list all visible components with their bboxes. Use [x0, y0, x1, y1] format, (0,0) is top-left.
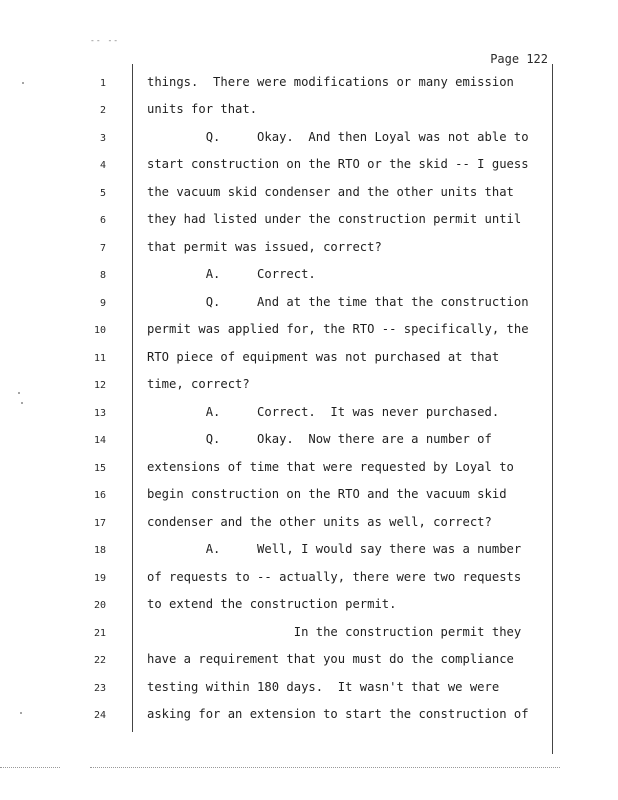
scan-speck: [20, 712, 22, 714]
line-text: asking for an extension to start the construction of: [147, 707, 529, 721]
line-text: A. Well, I would say there was a number: [147, 542, 522, 556]
line-number: 11: [93, 353, 106, 364]
scan-speck: [22, 82, 24, 84]
line-text: time, correct?: [147, 377, 250, 391]
line-number: 8: [99, 270, 106, 281]
line-text: extensions of time that were requested by Loyal to: [147, 460, 514, 474]
line-number: 15: [93, 463, 106, 474]
scan-mark: -- --: [90, 36, 120, 45]
page-number: Page 122: [490, 52, 548, 66]
line-text: start construction on the RTO or the skid -- I guess: [147, 157, 529, 171]
line-text: A. Correct.: [147, 267, 316, 281]
line-number: 14: [93, 435, 106, 446]
line-number: 24: [93, 710, 106, 721]
left-margin-rule: [132, 64, 133, 732]
line-number: 22: [93, 655, 106, 666]
line-text: In the construction permit they: [147, 625, 522, 639]
line-number: 19: [93, 573, 106, 584]
line-text: Q. And at the time that the construction: [147, 295, 529, 309]
line-number: 9: [99, 298, 106, 309]
line-number: 21: [93, 628, 106, 639]
line-text: have a requirement that you must do the compliance: [147, 652, 514, 666]
line-number: 5: [99, 188, 106, 199]
scan-dotted-edge: [0, 767, 60, 769]
line-text: to extend the construction permit.: [147, 597, 397, 611]
line-number: 6: [99, 215, 106, 226]
line-number: 7: [99, 243, 106, 254]
line-text: permit was applied for, the RTO -- specifically, the: [147, 322, 529, 336]
line-number: 16: [93, 490, 106, 501]
line-text: units for that.: [147, 102, 258, 116]
line-text: RTO piece of equipment was not purchased at that: [147, 350, 500, 364]
line-number: 20: [93, 600, 106, 611]
line-number: 4: [99, 160, 106, 171]
line-text: they had listed under the construction permit until: [147, 212, 522, 226]
line-number: 18: [93, 545, 106, 556]
line-text: the vacuum skid condenser and the other units that: [147, 185, 514, 199]
line-number: 3: [99, 133, 106, 144]
line-number: 2: [99, 105, 106, 116]
line-text: condenser and the other units as well, correct?: [147, 515, 492, 529]
line-text: testing within 180 days. It wasn't that we were: [147, 680, 500, 694]
line-number: 10: [93, 325, 106, 336]
scan-speck: [18, 392, 20, 394]
line-number: 1: [99, 78, 106, 89]
line-text: things. There were modifications or many emission: [147, 75, 514, 89]
line-text: A. Correct. It was never purchased.: [147, 405, 500, 419]
line-text: Q. Okay. Now there are a number of: [147, 432, 492, 446]
line-text: Q. Okay. And then Loyal was not able to: [147, 130, 529, 144]
line-text: begin construction on the RTO and the vacuum skid: [147, 487, 507, 501]
line-number: 23: [93, 683, 106, 694]
line-text: that permit was issued, correct?: [147, 240, 382, 254]
line-number: 17: [93, 518, 106, 529]
line-number: 12: [93, 380, 106, 391]
line-number: 13: [93, 408, 106, 419]
scan-dotted-edge: [90, 767, 560, 769]
line-text: of requests to -- actually, there were two requests: [147, 570, 522, 584]
scan-speck: [21, 402, 23, 404]
right-margin-rule: [552, 64, 553, 754]
